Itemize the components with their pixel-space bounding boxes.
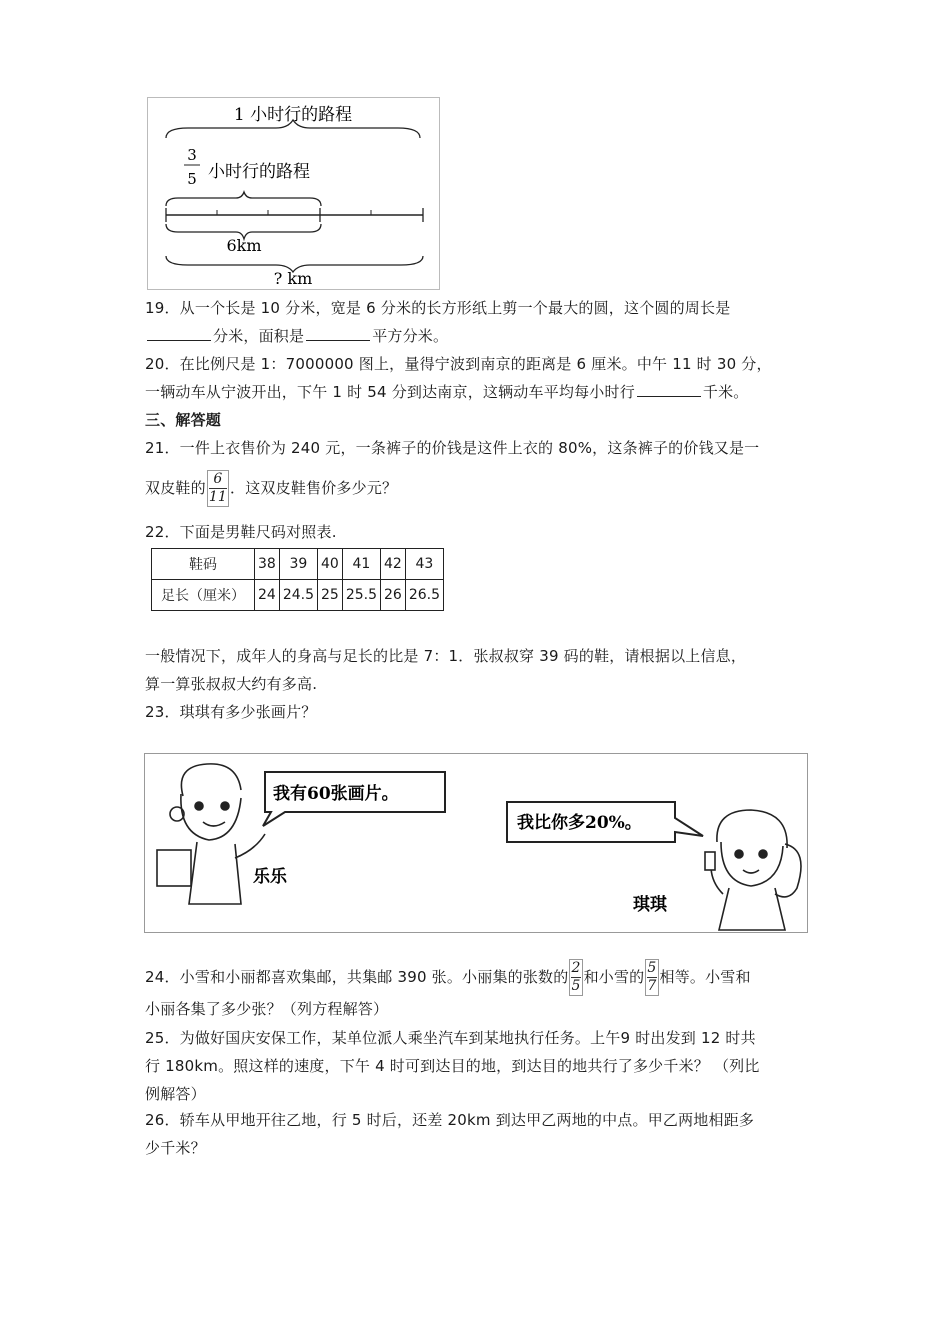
table-cell: 41 xyxy=(342,549,380,580)
q24-line1-b: 和小雪的 xyxy=(583,968,645,986)
q24-line1-c: 相等。小雪和 xyxy=(659,968,751,986)
q25-line2: 行 180km。照这样的速度，下午 4 时可到达目的地，到达目的地共行了多少千米？ （列比 xyxy=(145,1057,760,1075)
q21-line2-prefix: 双皮鞋的 xyxy=(145,479,206,497)
q19-part2: 分米，面积是 xyxy=(213,327,305,345)
table-header-cell: 鞋码 xyxy=(152,549,255,580)
boy-speech: 我有60张画片。 xyxy=(273,784,399,804)
question-21 xyxy=(145,434,815,508)
q19-blank-2[interactable] xyxy=(306,325,370,341)
q23-illustration-svg xyxy=(145,754,807,932)
distance-diagram xyxy=(147,97,440,290)
table-cell: 25 xyxy=(318,580,343,611)
table-cell: 26 xyxy=(381,580,406,611)
question-25 xyxy=(145,1024,815,1108)
q21-line1: 21．一件上衣售价为 240 元，一条裤子的价钱是这件上衣的 80%，这条裤子的价钱又是一 xyxy=(145,439,760,457)
q24-frac2-num: 5 xyxy=(647,960,657,976)
q21-line2-suffix: ．这双皮鞋售价多少元？ xyxy=(230,479,398,497)
q19-blank-1[interactable] xyxy=(147,325,211,341)
diagram-top-label: 1 小时行的路程 xyxy=(233,105,353,125)
diagram-known-distance: 6km xyxy=(226,236,262,255)
diagram-unknown-distance: ? km xyxy=(273,269,313,288)
q20-line2 xyxy=(145,378,815,406)
section-3-title: 三、解答题 xyxy=(145,411,222,429)
q20-line1: 20．在比例尺是 1：7000000 图上，量得宁波到南京的距离是 6 厘米。中午 11 时 30 分， xyxy=(145,355,772,373)
question-20 xyxy=(145,350,815,406)
table-row xyxy=(152,549,444,580)
q25-line1: 25．为做好国庆安保工作，某单位派人乘坐汽车到某地执行任务。上午9 时出发到 12 时共 xyxy=(145,1029,756,1047)
q20-line2-text: 一辆动车从宁波开出，下午 1 时 54 分到达南京，这辆动车平均每小时行 xyxy=(145,383,635,401)
q24-frac1-den: 5 xyxy=(571,978,581,994)
q23-text: 23．琪琪有多少张画片？ xyxy=(145,703,317,721)
q24-fraction-2 xyxy=(645,959,658,996)
table-row xyxy=(152,580,444,611)
diagram-frac-num: 3 xyxy=(187,146,197,164)
q22-line1: 一般情况下，成年人的身高与足长的比是 7：1．张叔叔穿 39 码的鞋，请根据以上信息， xyxy=(145,647,747,665)
q20-blank[interactable] xyxy=(637,381,701,397)
distance-diagram-svg xyxy=(148,98,439,289)
q21-frac-den: 11 xyxy=(208,489,228,505)
table-cell: 42 xyxy=(381,549,406,580)
q24-frac1-num: 2 xyxy=(571,960,581,976)
q22-intro: 22．下面是男鞋尺码对照表. xyxy=(145,523,337,541)
question-26 xyxy=(145,1106,815,1162)
q22-line2: 算一算张叔叔大约有多高. xyxy=(145,675,318,693)
q19-line1: 19．从一个长是 10 分米，宽是 6 分米的长方形纸上剪一个最大的圆，这个圆的周长是 xyxy=(145,299,731,317)
table-cell: 24 xyxy=(255,580,280,611)
question-24 xyxy=(145,958,815,1022)
table-cell: 39 xyxy=(279,549,317,580)
boy-name-label: 乐乐 xyxy=(253,867,287,887)
table-cell: 43 xyxy=(405,549,443,580)
table-cell: 26.5 xyxy=(405,580,443,611)
q21-line2 xyxy=(145,468,815,508)
table-cell: 24.5 xyxy=(279,580,317,611)
q24-line1-a: 24．小雪和小丽都喜欢集邮，共集邮 390 张。小丽集的张数的 xyxy=(145,968,569,986)
q24-line2: 小丽各集了多少张？（列方程解答） xyxy=(145,1000,389,1018)
boy-figure xyxy=(157,764,265,904)
q25-line3: 例解答） xyxy=(145,1085,206,1103)
table-cell: 38 xyxy=(255,549,280,580)
table-header-cell: 足长（厘米） xyxy=(152,580,255,611)
q23-illustration xyxy=(144,753,808,933)
table-cell: 40 xyxy=(318,549,343,580)
shoe-size-table xyxy=(151,548,444,611)
question-19 xyxy=(145,294,815,350)
q21-fraction xyxy=(207,470,229,507)
table-cell: 25.5 xyxy=(342,580,380,611)
girl-figure xyxy=(705,810,801,930)
q24-fraction-1 xyxy=(569,959,582,996)
diagram-frac-suffix: 小时行的路程 xyxy=(208,162,310,182)
q20-line2-end: 千米。 xyxy=(702,383,749,401)
q24-frac2-den: 7 xyxy=(647,978,657,994)
q22-body xyxy=(145,642,815,698)
q26-line1: 26．轿车从甲地开往乙地，行 5 时后，还差 20km 到达甲乙两地的中点。甲乙两地相距多 xyxy=(145,1111,755,1129)
girl-speech: 我比你多20%。 xyxy=(517,813,642,833)
q26-line2: 少千米？ xyxy=(145,1139,206,1157)
partial-brace xyxy=(166,192,321,206)
girl-name-label: 琪琪 xyxy=(633,895,667,915)
q19-line2 xyxy=(145,322,815,350)
q19-part3: 平方分米。 xyxy=(372,327,449,345)
diagram-frac-den: 5 xyxy=(187,170,197,188)
q21-frac-num: 6 xyxy=(209,471,227,489)
q24-line1 xyxy=(145,958,815,996)
